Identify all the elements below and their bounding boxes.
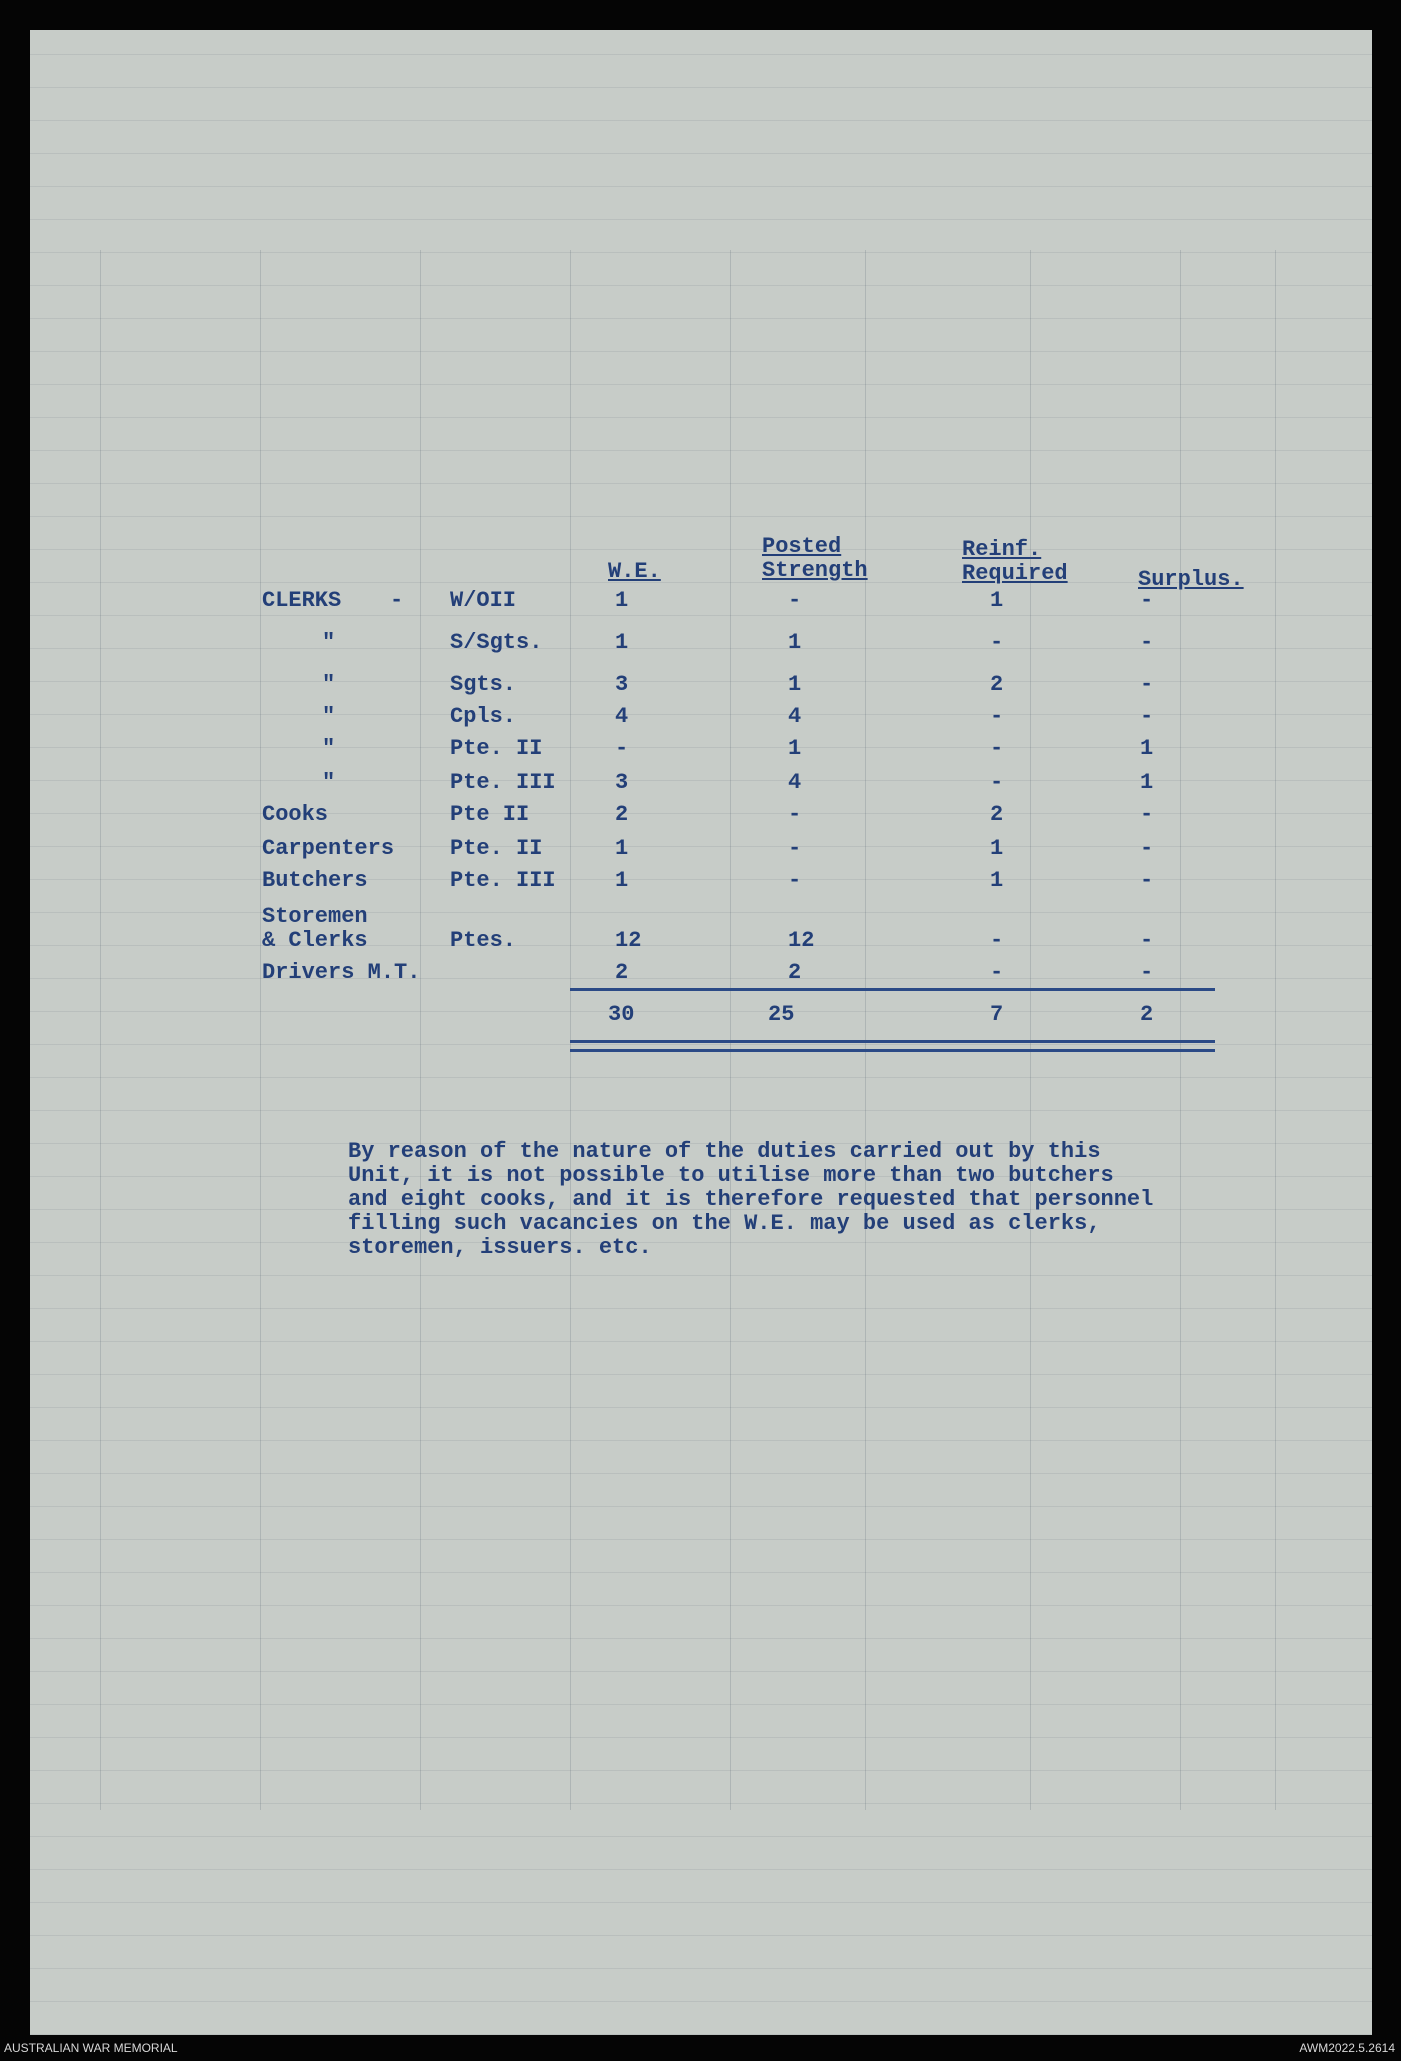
rank-cell: Pte II [450,802,530,827]
we-cell: 1 [615,630,629,655]
rank-cell: Sgts. [450,672,517,697]
rank-cell: Cpls. [450,704,517,729]
header-surplus: Surplus. [1138,567,1244,592]
total-we: 30 [608,1002,635,1027]
explanation-paragraph: By reason of the nature of the duties carried out by this Unit, it is not possible to utilise more than two butchers and eight cooks, and it is therefore requested that personnel filling such vacancies on the W.E. may be used as clerks, storemen, issuers. etc. [348,1139,1154,1260]
reinf-cell: 2 [990,672,1004,697]
we-cell: 2 [615,960,629,985]
form-grid-line [730,250,731,1810]
surplus-cell: - [1140,704,1154,729]
form-grid-line [1275,250,1276,1810]
surplus-cell: 1 [1140,770,1154,795]
trade-cell: " [322,736,336,761]
header-posted-line2: Strength [762,558,868,583]
we-cell: 4 [615,704,629,729]
reinf-cell: 1 [990,868,1004,893]
form-grid-line [570,250,571,1810]
form-grid-line [420,250,421,1810]
trade-cell: Drivers M.T. [262,960,421,985]
total-rule [570,988,1215,991]
document-page [30,30,1372,2035]
trade-cell: " [322,704,336,729]
total-posted: 25 [768,1002,795,1027]
surplus-cell: - [1140,802,1154,827]
reinf-cell: 1 [990,588,1004,613]
archive-caption-left: AUSTRALIAN WAR MEMORIAL [4,2041,178,2055]
we-cell: 1 [615,868,629,893]
surplus-cell: - [1140,630,1154,655]
surplus-cell: 1 [1140,736,1154,761]
reinf-cell: - [990,736,1004,761]
posted-cell: - [788,588,802,613]
trade-cell: Storemen [262,904,368,929]
double-rule-bottom [570,1049,1215,1052]
header-reinf-line1: Reinf. [962,537,1042,562]
surplus-cell: - [1140,960,1154,985]
posted-cell: 1 [788,736,802,761]
posted-cell: 1 [788,630,802,655]
form-grid-line [1180,250,1181,1810]
header-posted-line1: Posted [762,534,842,559]
posted-cell: - [788,802,802,827]
surplus-cell: - [1140,672,1154,697]
header-we: W.E. [608,559,661,584]
rank-cell: Pte. II [450,836,543,861]
form-grid-line [100,250,101,1810]
rank-cell: S/Sgts. [450,630,543,655]
posted-cell: 4 [788,704,802,729]
trade-cell: " [322,672,336,697]
trade-cell: " [322,630,336,655]
we-cell: 3 [615,770,629,795]
rank-cell: W/OII [450,588,517,613]
trade-cell: Carpenters [262,836,395,861]
posted-cell: 12 [788,928,815,953]
header-posted-strength [762,535,868,583]
surplus-cell: - [1140,928,1154,953]
double-rule-top [570,1040,1215,1043]
we-cell: 2 [615,802,629,827]
posted-cell: - [788,868,802,893]
header-reinf-line2: Required [962,561,1068,586]
reinf-cell: - [990,704,1004,729]
reinf-cell: - [990,770,1004,795]
reinf-cell: - [990,960,1004,985]
reinf-cell: 1 [990,836,1004,861]
we-cell: 1 [615,588,629,613]
we-cell: - [615,736,629,761]
header-reinf-required [962,538,1068,586]
reinf-cell: - [990,630,1004,655]
posted-cell: 1 [788,672,802,697]
rank-cell: Pte. III [450,868,556,893]
trade-cell: & Clerks [262,928,368,953]
trade-cell: " [322,770,336,795]
we-cell: 1 [615,836,629,861]
posted-cell: - [788,836,802,861]
trade-cell: Butchers [262,868,368,893]
rank-cell: Pte. III [450,770,556,795]
trade-cell: Cooks [262,802,329,827]
surplus-cell: - [1140,868,1154,893]
surplus-cell: - [1140,836,1154,861]
trade-cell: CLERKS [262,588,342,613]
trade-dash: - [390,588,404,613]
we-cell: 3 [615,672,629,697]
surplus-cell: - [1140,588,1154,613]
rank-cell: Ptes. [450,928,517,953]
archive-caption-right: AWM2022.5.2614 [1299,2041,1395,2055]
reinf-cell: 2 [990,802,1004,827]
posted-cell: 2 [788,960,802,985]
form-grid-line [260,250,261,1810]
total-surplus: 2 [1140,1002,1154,1027]
rank-cell: Pte. II [450,736,543,761]
total-reinf: 7 [990,1002,1004,1027]
form-grid-line [1030,250,1031,1810]
posted-cell: 4 [788,770,802,795]
we-cell: 12 [615,928,642,953]
reinf-cell: - [990,928,1004,953]
form-grid-line [865,250,866,1810]
